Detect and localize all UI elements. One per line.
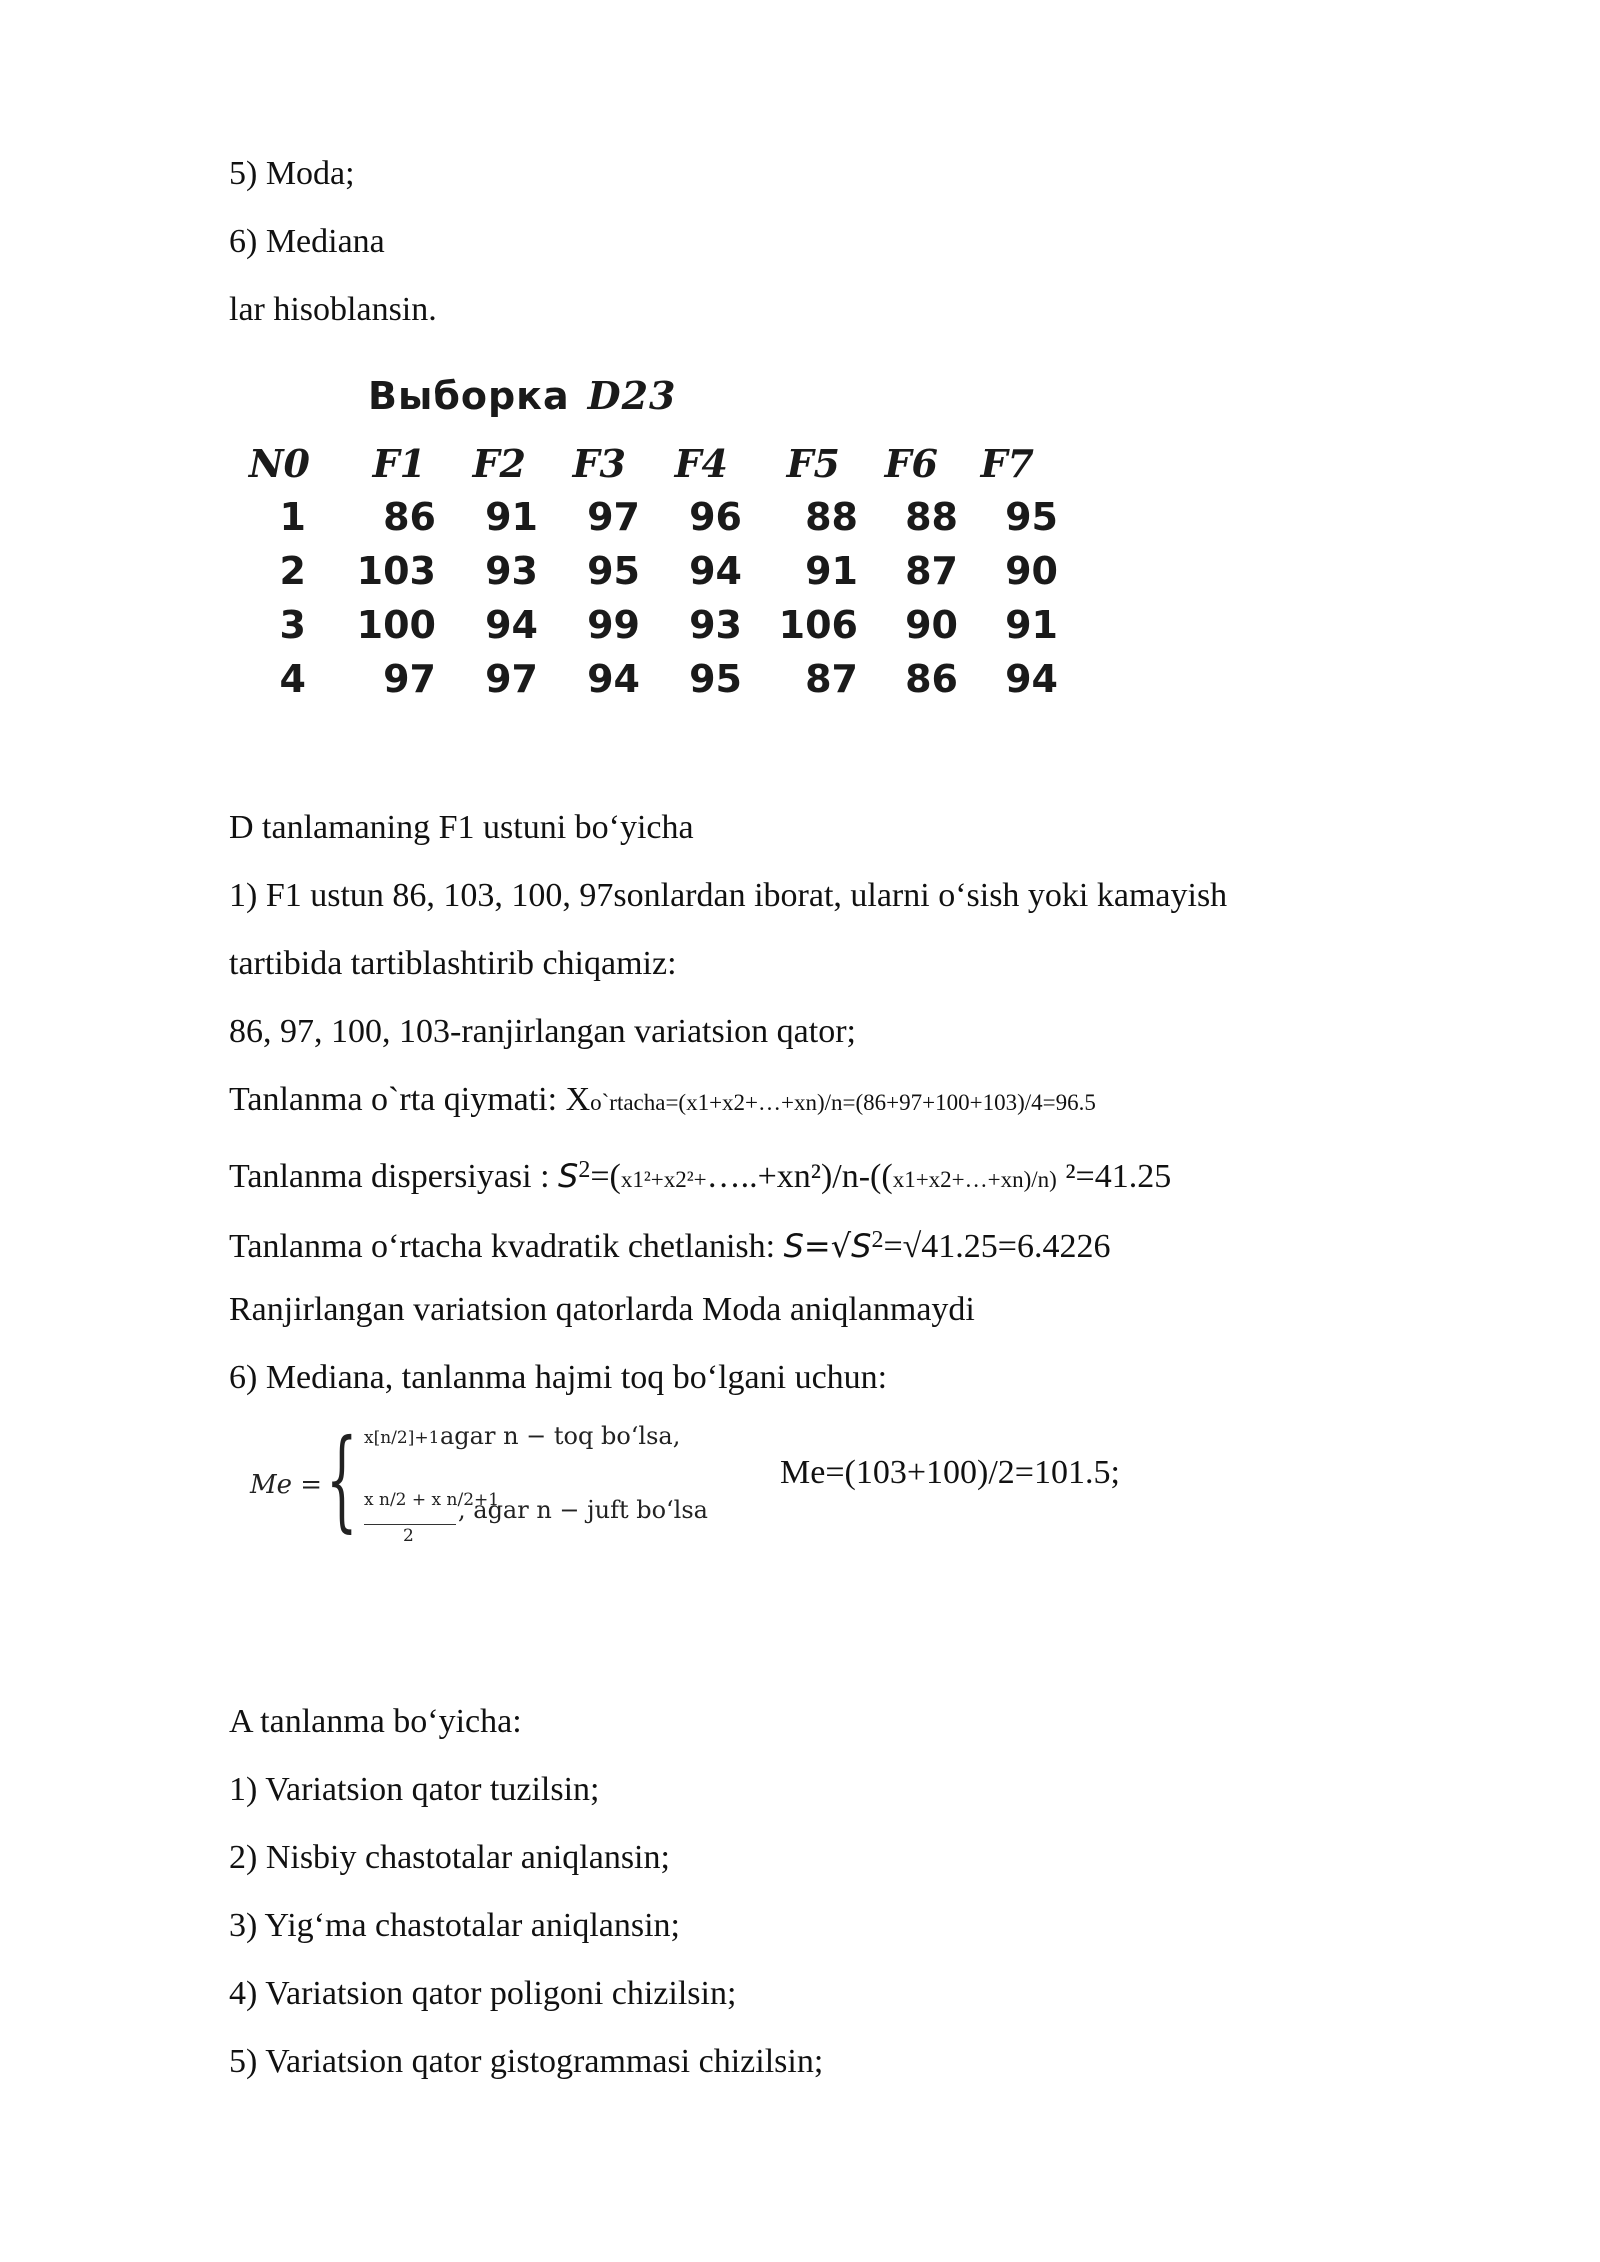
table-cell: 97 bbox=[383, 657, 436, 701]
table-cell: 99 bbox=[587, 603, 640, 647]
variance-f3: …..+xn²)/n-(( bbox=[706, 1158, 893, 1195]
table-header-f3: F3 bbox=[572, 441, 626, 486]
table-header-f4: F4 bbox=[674, 441, 728, 486]
variance-f2: x1²+x2²+ bbox=[620, 1167, 707, 1192]
variance-symbol: S bbox=[558, 1157, 579, 1195]
intro-line-moda: 5) Moda; bbox=[229, 155, 355, 192]
table-cell: 94 bbox=[587, 657, 640, 701]
section-a-item: 3) Yig‘ma chastotalar aniqlansin; bbox=[229, 1907, 680, 1944]
table-cell: 1 bbox=[279, 495, 306, 539]
section-a-heading: A tanlanma bo‘yicha: bbox=[229, 1703, 522, 1740]
section-a-item: 4) Variatsion qator poligoni chizilsin; bbox=[229, 1975, 737, 2012]
std-deviation-value: =√41.25=6.4226 bbox=[883, 1228, 1111, 1265]
sample-mean-formula: o`rtacha=(x1+x2+…+xn)/n=(86+97+100+103)/4=96.5 bbox=[590, 1090, 1096, 1115]
table-header-f7: F7 bbox=[980, 441, 1034, 486]
table-header-f6: F6 bbox=[884, 441, 938, 486]
table-cell: 103 bbox=[356, 549, 436, 593]
median-formula-image bbox=[248, 1415, 708, 1555]
table-cell: 94 bbox=[1005, 657, 1058, 701]
table-cell: 2 bbox=[279, 549, 306, 593]
table-cell: 90 bbox=[1005, 549, 1058, 593]
section-d-p1b: tartibida tartiblashtirib chiqamiz: bbox=[229, 945, 677, 982]
formula-fraction-bar bbox=[364, 1524, 456, 1525]
table-cell: 88 bbox=[905, 495, 958, 539]
table-cell: 94 bbox=[485, 603, 538, 647]
section-a-item: 1) Variatsion qator tuzilsin; bbox=[229, 1771, 600, 1808]
formula-case1-cond: agar n − toq bo‘lsa, bbox=[440, 1422, 681, 1450]
std-deviation-line bbox=[229, 1220, 1110, 1267]
table-cell: 95 bbox=[1005, 495, 1058, 539]
ranked-series: 86, 97, 100, 103-ranjirlangan variatsion qator; bbox=[229, 1013, 856, 1050]
std-deviation-symbol: S=√S bbox=[783, 1227, 872, 1265]
sample-table-title bbox=[368, 373, 676, 418]
table-header-f1: F1 bbox=[372, 441, 426, 486]
table-cell: 100 bbox=[356, 603, 436, 647]
section-a-item: 5) Variatsion qator gistogrammasi chizilsin; bbox=[229, 2043, 824, 2080]
table-cell: 95 bbox=[689, 657, 742, 701]
variance-f4: x1+x2+…+xn)/n) bbox=[892, 1167, 1057, 1192]
variance-symbol-sup: 2 bbox=[578, 1157, 591, 1183]
section-a-item: 2) Nisbiy chastotalar aniqlansin; bbox=[229, 1839, 670, 1876]
table-cell: 86 bbox=[905, 657, 958, 701]
sample-mean-label: Tanlanma o`rta qiymati: X bbox=[229, 1081, 591, 1118]
sample-table-title-text: Выборка bbox=[368, 374, 570, 418]
formula-case2-cond: , agar n − juft bo‘lsa bbox=[458, 1496, 708, 1524]
table-cell: 86 bbox=[383, 495, 436, 539]
table-cell: 91 bbox=[805, 549, 858, 593]
table-cell: 97 bbox=[485, 657, 538, 701]
table-cell: 4 bbox=[279, 657, 306, 701]
table-cell: 88 bbox=[805, 495, 858, 539]
table-cell: 96 bbox=[689, 495, 742, 539]
formula-case1-expr: x[n/2]+1 bbox=[364, 1428, 440, 1448]
sample-variance-label: Tanlanma dispersiyasi : bbox=[229, 1158, 559, 1195]
table-cell: 91 bbox=[1005, 603, 1058, 647]
section-d-p1a: 1) F1 ustun 86, 103, 100, 97sonlardan iborat, ularni o‘sish yoki kamayish bbox=[229, 877, 1228, 914]
table-cell: 97 bbox=[587, 495, 640, 539]
sample-table-title-var: D23 bbox=[587, 373, 677, 418]
std-deviation-label: Tanlanma o‘rtacha kvadratik chetlanish: bbox=[229, 1228, 784, 1265]
table-cell: 95 bbox=[587, 549, 640, 593]
sample-mean-line bbox=[229, 1080, 1096, 1123]
formula-case2-den: 2 bbox=[403, 1526, 414, 1546]
moda-statement: Ranjirlangan variatsion qatorlarda Moda aniqlanmaydi bbox=[229, 1291, 975, 1328]
table-cell: 93 bbox=[689, 603, 742, 647]
table-cell: 106 bbox=[778, 603, 858, 647]
sample-table-image bbox=[248, 365, 1108, 720]
formula-brace: { bbox=[326, 1415, 358, 1543]
table-header-n0: N0 bbox=[248, 441, 310, 486]
variance-f1: =( bbox=[590, 1158, 621, 1195]
table-cell: 3 bbox=[279, 603, 306, 647]
table-cell: 90 bbox=[905, 603, 958, 647]
median-result: Me=(103+100)/2=101.5; bbox=[780, 1454, 1120, 1491]
table-cell: 87 bbox=[905, 549, 958, 593]
std-deviation-sup: 2 bbox=[871, 1227, 884, 1253]
table-cell: 93 bbox=[485, 549, 538, 593]
sample-variance-line bbox=[229, 1150, 1171, 1200]
table-cell: 94 bbox=[689, 549, 742, 593]
intro-line-mediana: 6) Mediana bbox=[229, 223, 385, 260]
median-heading: 6) Mediana, tanlanma hajmi toq bo‘lgani uchun: bbox=[229, 1359, 888, 1396]
variance-f5: ²=41.25 bbox=[1056, 1158, 1172, 1195]
table-cell: 91 bbox=[485, 495, 538, 539]
formula-case2-num: x n/2 + x n/2+1 bbox=[364, 1490, 500, 1510]
table-header-f2: F2 bbox=[472, 441, 526, 486]
intro-line-hisoblansin: lar hisoblansin. bbox=[229, 291, 437, 328]
table-cell: 87 bbox=[805, 657, 858, 701]
formula-me: Me = bbox=[250, 1470, 323, 1500]
table-header-f5: F5 bbox=[786, 441, 840, 486]
section-d-heading: D tanlamaning F1 ustuni bo‘yicha bbox=[229, 809, 694, 846]
